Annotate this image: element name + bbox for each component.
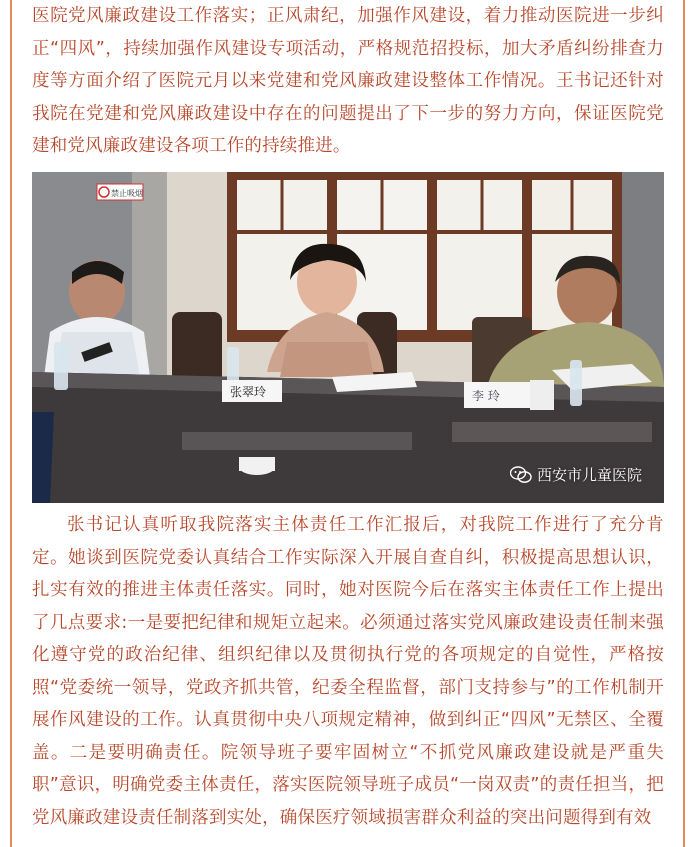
meeting-photo-illustration xyxy=(32,172,664,503)
meeting-photo xyxy=(32,172,664,503)
photo-watermark xyxy=(510,464,642,485)
article-paragraph-2: 张书记认真听取我院落实主体责任工作汇报后，对我院工作进行了充分肯定。她谈到医院党委认真结合工作实际深入开展自查自纠，积极提高思想认识，扎实有效的推进主体责任落实。同时，她对医院今后在落实主体责任工作上提出了几点要求:一是要把纪律和规矩立起来。必须通过落实党风廉政建设责任制来强化遵守党的政治纪律、组织纪律以及贯彻执行党的各项规定的自觉性，严格按照“党委统一领导，党政齐抓共管，纪委全程监督，部门支持参与”的工作机制开展作风建设的工作。认真贯彻中央八项规定精神，做到纠正“四风”无禁区、全覆盖。二是要明确责任。院领导班子要牢固树立“不抓党风廉政建设就是严重失职”意识，明确党委主体责任，落实医院领导班子成员“一岗双责”的责任担当，把党风廉政建设责任制落到实处，确保医疗领域损害群众利益的突出问题得到有效 xyxy=(32,515,664,828)
left-frame-line xyxy=(10,0,12,847)
nameplate-center: 张翠玲 xyxy=(230,385,267,399)
watermark-text: 西安市儿童医院 xyxy=(536,466,642,484)
article-paragraph-1: 医院党风廉政建设工作落实；正风肃纪，加强作风建设，着力推动医院进一步纠正“四风”，持续加强作风建设专项活动，严格规范招投标，加大矛盾纠纷排查力度等方面介绍了医院元月以来党建和党风廉政建设整体工作情况。王书记还针对我院在党建和党风廉政建设中存在的问题提出了下一步的努力方向，保证医院党建和党风廉政建设各项工作的持续推进。 xyxy=(32,6,664,156)
nameplate-right: 李 玲 xyxy=(472,389,500,403)
no-smoking-sign: 禁止吸烟 xyxy=(111,189,143,198)
wechat-icon xyxy=(510,466,532,484)
right-frame-line xyxy=(683,0,685,847)
